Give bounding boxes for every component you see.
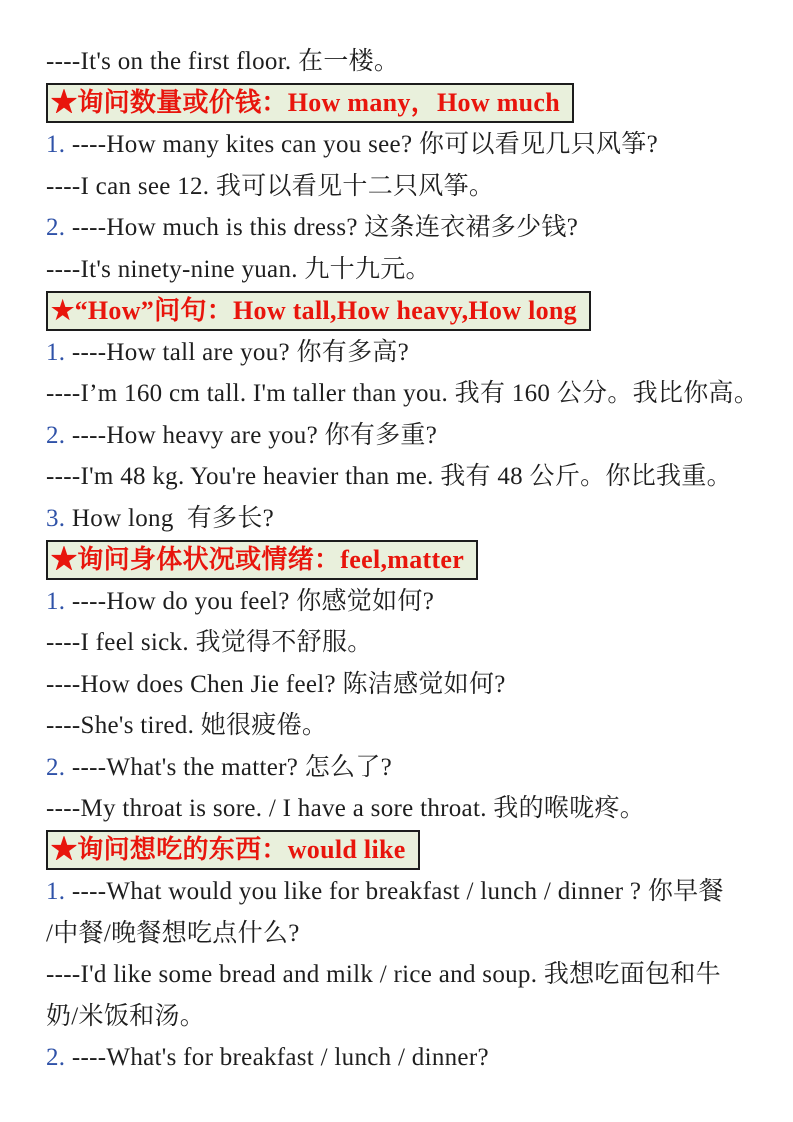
line-text: ----I’m 160 cm tall. I'm taller than you. 我有 160 公分。我比你高。 bbox=[46, 380, 760, 407]
section-header-row bbox=[46, 83, 767, 125]
item-number: 3. bbox=[46, 504, 66, 532]
dialogue-line bbox=[46, 996, 767, 1038]
line-text: ----How does Chen Jie feel? 陈洁感觉如何? bbox=[46, 670, 506, 698]
line-text: ----What's for breakfast / lunch / dinner? bbox=[71, 1044, 489, 1071]
numbered-dialogue-line bbox=[46, 207, 767, 249]
numbered-dialogue-line bbox=[46, 415, 767, 457]
numbered-dialogue-line bbox=[46, 871, 767, 913]
dialogue-line bbox=[46, 373, 767, 415]
item-number: 1. bbox=[46, 587, 66, 615]
section-header: ★询问身体状况或情绪：feel,matter bbox=[46, 540, 478, 580]
numbered-dialogue-line bbox=[46, 124, 767, 166]
line-text: ----My throat is sore. / I have a sore throat. 我的喉咙疼。 bbox=[46, 795, 646, 822]
line-text: ----I can see 12. 我可以看见十二只风筝。 bbox=[46, 172, 495, 200]
dialogue-line bbox=[46, 41, 767, 83]
numbered-dialogue-line bbox=[46, 581, 767, 623]
item-number: 1. bbox=[46, 878, 66, 905]
section-header: ★询问想吃的东西：would like bbox=[46, 830, 420, 870]
item-number: 1. bbox=[46, 131, 66, 158]
dialogue-line bbox=[46, 913, 767, 955]
item-number: 2. bbox=[46, 1044, 66, 1071]
numbered-dialogue-line bbox=[46, 747, 767, 789]
line-text: ----What's the matter? 怎么了? bbox=[71, 753, 393, 781]
dialogue-line bbox=[46, 456, 767, 498]
line-text: ----What would you like for breakfast / lunch / dinner ? 你早餐 bbox=[71, 878, 724, 905]
line-text: ----I'd like some bread and milk / rice and soup. 我想吃面包和牛 bbox=[46, 961, 721, 988]
line-text: ----It's ninety-nine yuan. 九十九元。 bbox=[46, 255, 431, 283]
section-header-row bbox=[46, 830, 767, 872]
section-header-row bbox=[46, 539, 767, 581]
line-text: ----How many kites can you see? 你可以看见几只风筝? bbox=[71, 131, 658, 158]
line-text: ----I'm 48 kg. You're heavier than me. 我有 48 公斤。你比我重。 bbox=[46, 463, 732, 490]
numbered-dialogue-line bbox=[46, 332, 767, 374]
item-number: 1. bbox=[46, 338, 66, 366]
dialogue-line bbox=[46, 166, 767, 208]
section-header-row bbox=[46, 290, 767, 332]
line-text: ----It's on the first floor. 在一楼。 bbox=[46, 48, 400, 75]
numbered-dialogue-line bbox=[46, 1037, 767, 1079]
line-text: ----How heavy are you? 你有多重? bbox=[71, 421, 438, 449]
line-text: 奶/米饭和汤。 bbox=[46, 1002, 206, 1030]
section-header: ★询问数量或价钱：How many，How much bbox=[46, 83, 574, 123]
line-text: ----How do you feel? 你感觉如何? bbox=[71, 587, 435, 615]
line-text: ----I feel sick. 我觉得不舒服。 bbox=[46, 629, 373, 656]
section-header: ★“How”问句：How tall,How heavy,How long bbox=[46, 291, 591, 331]
dialogue-line bbox=[46, 249, 767, 291]
line-text: ----How tall are you? 你有多高? bbox=[71, 338, 410, 366]
item-number: 2. bbox=[46, 214, 66, 241]
dialogue-line bbox=[46, 622, 767, 664]
item-number: 2. bbox=[46, 421, 66, 449]
line-text: ----She's tired. 她很疲倦。 bbox=[46, 712, 328, 739]
numbered-dialogue-line bbox=[46, 498, 767, 540]
dialogue-line bbox=[46, 788, 767, 830]
dialogue-line bbox=[46, 664, 767, 706]
dialogue-line bbox=[46, 954, 767, 996]
line-text: How long 有多长? bbox=[71, 504, 275, 532]
line-text: /中餐/晚餐想吃点什么? bbox=[46, 919, 300, 947]
line-text: ----How much is this dress? 这条连衣裙多少钱? bbox=[71, 214, 579, 241]
dialogue-line bbox=[46, 705, 767, 747]
item-number: 2. bbox=[46, 753, 66, 781]
